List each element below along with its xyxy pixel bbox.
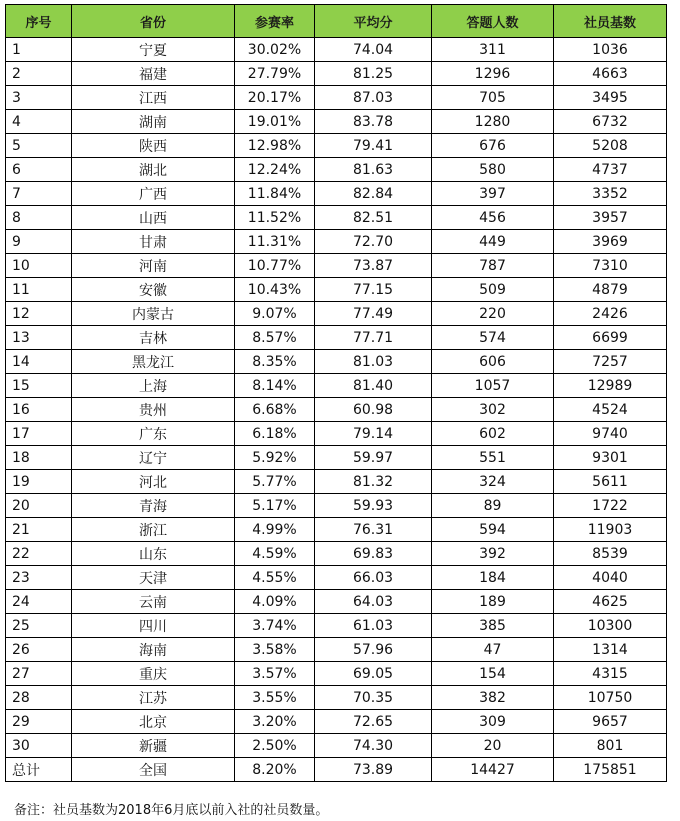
seq-cell: 18 <box>6 446 72 470</box>
header-respondents: 答题人数 <box>432 5 554 38</box>
header-participation-rate: 参赛率 <box>235 5 315 38</box>
respondents-cell: 309 <box>432 710 554 734</box>
average-score-cell: 81.63 <box>315 158 432 182</box>
respondents-cell: 47 <box>432 638 554 662</box>
participation-rate-cell: 8.20% <box>235 758 315 782</box>
participation-rate-cell: 5.17% <box>235 494 315 518</box>
participation-rate-cell: 5.92% <box>235 446 315 470</box>
average-score-cell: 70.35 <box>315 686 432 710</box>
average-score-cell: 74.30 <box>315 734 432 758</box>
participation-rate-cell: 3.57% <box>235 662 315 686</box>
average-score-cell: 57.96 <box>315 638 432 662</box>
province-cell: 四川 <box>72 614 235 638</box>
province-cell: 陕西 <box>72 134 235 158</box>
average-score-cell: 81.32 <box>315 470 432 494</box>
seq-cell: 19 <box>6 470 72 494</box>
seq-cell: 30 <box>6 734 72 758</box>
seq-cell: 29 <box>6 710 72 734</box>
average-score-cell: 76.31 <box>315 518 432 542</box>
table-row <box>6 134 667 158</box>
table-row <box>6 62 667 86</box>
respondents-cell: 324 <box>432 470 554 494</box>
respondents-cell: 787 <box>432 254 554 278</box>
respondents-cell: 385 <box>432 614 554 638</box>
member-base-cell: 5611 <box>554 470 667 494</box>
respondents-cell: 311 <box>432 38 554 62</box>
province-cell: 全国 <box>72 758 235 782</box>
participation-rate-cell: 8.35% <box>235 350 315 374</box>
seq-cell: 24 <box>6 590 72 614</box>
seq-cell: 4 <box>6 110 72 134</box>
member-base-cell: 3352 <box>554 182 667 206</box>
province-cell: 山西 <box>72 206 235 230</box>
participation-rate-cell: 2.50% <box>235 734 315 758</box>
header-seq: 序号 <box>6 5 72 38</box>
seq-cell: 5 <box>6 134 72 158</box>
participation-rate-cell: 30.02% <box>235 38 315 62</box>
member-base-cell: 3957 <box>554 206 667 230</box>
table-row <box>6 86 667 110</box>
province-cell: 山东 <box>72 542 235 566</box>
average-score-cell: 66.03 <box>315 566 432 590</box>
province-cell: 北京 <box>72 710 235 734</box>
participation-rate-cell: 6.18% <box>235 422 315 446</box>
province-cell: 广西 <box>72 182 235 206</box>
respondents-cell: 220 <box>432 302 554 326</box>
table-row <box>6 158 667 182</box>
seq-cell: 21 <box>6 518 72 542</box>
respondents-cell: 574 <box>432 326 554 350</box>
respondents-cell: 594 <box>432 518 554 542</box>
average-score-cell: 77.15 <box>315 278 432 302</box>
seq-cell: 14 <box>6 350 72 374</box>
province-cell: 海南 <box>72 638 235 662</box>
province-cell: 宁夏 <box>72 38 235 62</box>
average-score-cell: 59.97 <box>315 446 432 470</box>
table-row <box>6 758 667 782</box>
average-score-cell: 72.65 <box>315 710 432 734</box>
respondents-cell: 676 <box>432 134 554 158</box>
table-row <box>6 182 667 206</box>
member-base-cell: 1722 <box>554 494 667 518</box>
seq-cell: 11 <box>6 278 72 302</box>
respondents-cell: 20 <box>432 734 554 758</box>
respondents-cell: 302 <box>432 398 554 422</box>
respondents-cell: 89 <box>432 494 554 518</box>
average-score-cell: 74.04 <box>315 38 432 62</box>
province-cell: 吉林 <box>72 326 235 350</box>
participation-rate-cell: 10.77% <box>235 254 315 278</box>
average-score-cell: 59.93 <box>315 494 432 518</box>
seq-cell: 10 <box>6 254 72 278</box>
average-score-cell: 81.25 <box>315 62 432 86</box>
table-row <box>6 566 667 590</box>
member-base-cell: 4040 <box>554 566 667 590</box>
table-row <box>6 686 667 710</box>
member-base-cell: 2426 <box>554 302 667 326</box>
table-row <box>6 710 667 734</box>
province-cell: 湖北 <box>72 158 235 182</box>
respondents-cell: 509 <box>432 278 554 302</box>
average-score-cell: 77.71 <box>315 326 432 350</box>
member-base-cell: 9301 <box>554 446 667 470</box>
participation-rate-cell: 11.84% <box>235 182 315 206</box>
seq-cell: 20 <box>6 494 72 518</box>
member-base-cell: 10300 <box>554 614 667 638</box>
province-cell: 内蒙古 <box>72 302 235 326</box>
header-row <box>6 5 667 38</box>
member-base-cell: 4737 <box>554 158 667 182</box>
participation-rate-cell: 3.20% <box>235 710 315 734</box>
seq-cell: 总计 <box>6 758 72 782</box>
average-score-cell: 82.84 <box>315 182 432 206</box>
member-base-cell: 4663 <box>554 62 667 86</box>
member-base-cell: 6699 <box>554 326 667 350</box>
member-base-cell: 1314 <box>554 638 667 662</box>
seq-cell: 8 <box>6 206 72 230</box>
table-row <box>6 662 667 686</box>
province-cell: 湖南 <box>72 110 235 134</box>
participation-rate-cell: 8.57% <box>235 326 315 350</box>
average-score-cell: 73.89 <box>315 758 432 782</box>
table-row <box>6 470 667 494</box>
province-cell: 浙江 <box>72 518 235 542</box>
seq-cell: 6 <box>6 158 72 182</box>
respondents-cell: 606 <box>432 350 554 374</box>
table-row <box>6 374 667 398</box>
seq-cell: 2 <box>6 62 72 86</box>
average-score-cell: 81.40 <box>315 374 432 398</box>
member-base-cell: 1036 <box>554 38 667 62</box>
table-row <box>6 590 667 614</box>
province-cell: 云南 <box>72 590 235 614</box>
table-row <box>6 302 667 326</box>
average-score-cell: 87.03 <box>315 86 432 110</box>
average-score-cell: 60.98 <box>315 398 432 422</box>
seq-cell: 26 <box>6 638 72 662</box>
member-base-cell: 801 <box>554 734 667 758</box>
respondents-cell: 392 <box>432 542 554 566</box>
average-score-cell: 69.83 <box>315 542 432 566</box>
average-score-cell: 72.70 <box>315 230 432 254</box>
table-row <box>6 446 667 470</box>
respondents-cell: 14427 <box>432 758 554 782</box>
table-row <box>6 398 667 422</box>
table-row <box>6 614 667 638</box>
table-row <box>6 206 667 230</box>
header-province: 省份 <box>72 5 235 38</box>
member-base-cell: 11903 <box>554 518 667 542</box>
member-base-cell: 4524 <box>554 398 667 422</box>
province-cell: 重庆 <box>72 662 235 686</box>
respondents-cell: 705 <box>432 86 554 110</box>
province-cell: 青海 <box>72 494 235 518</box>
respondents-cell: 397 <box>432 182 554 206</box>
participation-rate-cell: 3.58% <box>235 638 315 662</box>
member-base-cell: 9740 <box>554 422 667 446</box>
province-cell: 黑龙江 <box>72 350 235 374</box>
seq-cell: 1 <box>6 38 72 62</box>
respondents-cell: 154 <box>432 662 554 686</box>
participation-rate-cell: 12.24% <box>235 158 315 182</box>
member-base-cell: 4879 <box>554 278 667 302</box>
participation-rate-cell: 6.68% <box>235 398 315 422</box>
average-score-cell: 64.03 <box>315 590 432 614</box>
province-cell: 甘肃 <box>72 230 235 254</box>
average-score-cell: 77.49 <box>315 302 432 326</box>
participation-rate-cell: 10.43% <box>235 278 315 302</box>
participation-rate-cell: 27.79% <box>235 62 315 86</box>
participation-rate-cell: 9.07% <box>235 302 315 326</box>
participation-rate-cell: 5.77% <box>235 470 315 494</box>
member-base-cell: 4625 <box>554 590 667 614</box>
participation-rate-cell: 12.98% <box>235 134 315 158</box>
average-score-cell: 69.05 <box>315 662 432 686</box>
respondents-cell: 382 <box>432 686 554 710</box>
average-score-cell: 82.51 <box>315 206 432 230</box>
seq-cell: 3 <box>6 86 72 110</box>
table-row <box>6 350 667 374</box>
table-row <box>6 494 667 518</box>
province-cell: 安徽 <box>72 278 235 302</box>
participation-rate-cell: 3.74% <box>235 614 315 638</box>
seq-cell: 25 <box>6 614 72 638</box>
seq-cell: 16 <box>6 398 72 422</box>
average-score-cell: 81.03 <box>315 350 432 374</box>
member-base-cell: 8539 <box>554 542 667 566</box>
respondents-cell: 184 <box>432 566 554 590</box>
province-cell: 福建 <box>72 62 235 86</box>
member-base-cell: 5208 <box>554 134 667 158</box>
table-row <box>6 638 667 662</box>
respondents-cell: 1280 <box>432 110 554 134</box>
average-score-cell: 73.87 <box>315 254 432 278</box>
member-base-cell: 4315 <box>554 662 667 686</box>
average-score-cell: 79.14 <box>315 422 432 446</box>
member-base-cell: 6732 <box>554 110 667 134</box>
respondents-cell: 1296 <box>432 62 554 86</box>
participation-rate-cell: 3.55% <box>235 686 315 710</box>
member-base-cell: 3495 <box>554 86 667 110</box>
member-base-cell: 7257 <box>554 350 667 374</box>
table-row <box>6 230 667 254</box>
province-cell: 天津 <box>72 566 235 590</box>
seq-cell: 9 <box>6 230 72 254</box>
average-score-cell: 61.03 <box>315 614 432 638</box>
participation-rate-cell: 11.31% <box>235 230 315 254</box>
respondents-cell: 189 <box>432 590 554 614</box>
seq-cell: 22 <box>6 542 72 566</box>
stats-table-container <box>5 4 667 782</box>
respondents-cell: 580 <box>432 158 554 182</box>
participation-rate-cell: 11.52% <box>235 206 315 230</box>
seq-cell: 7 <box>6 182 72 206</box>
province-cell: 上海 <box>72 374 235 398</box>
table-row <box>6 254 667 278</box>
member-base-cell: 3969 <box>554 230 667 254</box>
province-cell: 贵州 <box>72 398 235 422</box>
respondents-cell: 602 <box>432 422 554 446</box>
table-row <box>6 734 667 758</box>
member-base-cell: 12989 <box>554 374 667 398</box>
province-cell: 广东 <box>72 422 235 446</box>
table-body <box>6 38 667 782</box>
respondents-cell: 449 <box>432 230 554 254</box>
province-cell: 江苏 <box>72 686 235 710</box>
stats-table <box>5 4 667 782</box>
footnote: 备注：社员基数为2018年6月底以前入社的社员数量。 <box>14 803 329 818</box>
member-base-cell: 7310 <box>554 254 667 278</box>
participation-rate-cell: 20.17% <box>235 86 315 110</box>
header-member-base: 社员基数 <box>554 5 667 38</box>
table-row <box>6 110 667 134</box>
table-row <box>6 326 667 350</box>
header-average-score: 平均分 <box>315 5 432 38</box>
participation-rate-cell: 8.14% <box>235 374 315 398</box>
participation-rate-cell: 4.09% <box>235 590 315 614</box>
average-score-cell: 83.78 <box>315 110 432 134</box>
table-row <box>6 38 667 62</box>
seq-cell: 23 <box>6 566 72 590</box>
average-score-cell: 79.41 <box>315 134 432 158</box>
member-base-cell: 10750 <box>554 686 667 710</box>
table-row <box>6 422 667 446</box>
seq-cell: 28 <box>6 686 72 710</box>
seq-cell: 13 <box>6 326 72 350</box>
province-cell: 新疆 <box>72 734 235 758</box>
respondents-cell: 456 <box>432 206 554 230</box>
table-row <box>6 518 667 542</box>
province-cell: 河北 <box>72 470 235 494</box>
respondents-cell: 1057 <box>432 374 554 398</box>
participation-rate-cell: 4.55% <box>235 566 315 590</box>
province-cell: 江西 <box>72 86 235 110</box>
member-base-cell: 175851 <box>554 758 667 782</box>
participation-rate-cell: 4.59% <box>235 542 315 566</box>
respondents-cell: 551 <box>432 446 554 470</box>
province-cell: 河南 <box>72 254 235 278</box>
member-base-cell: 9657 <box>554 710 667 734</box>
seq-cell: 12 <box>6 302 72 326</box>
seq-cell: 27 <box>6 662 72 686</box>
province-cell: 辽宁 <box>72 446 235 470</box>
participation-rate-cell: 4.99% <box>235 518 315 542</box>
seq-cell: 17 <box>6 422 72 446</box>
participation-rate-cell: 19.01% <box>235 110 315 134</box>
table-row <box>6 542 667 566</box>
seq-cell: 15 <box>6 374 72 398</box>
table-row <box>6 278 667 302</box>
